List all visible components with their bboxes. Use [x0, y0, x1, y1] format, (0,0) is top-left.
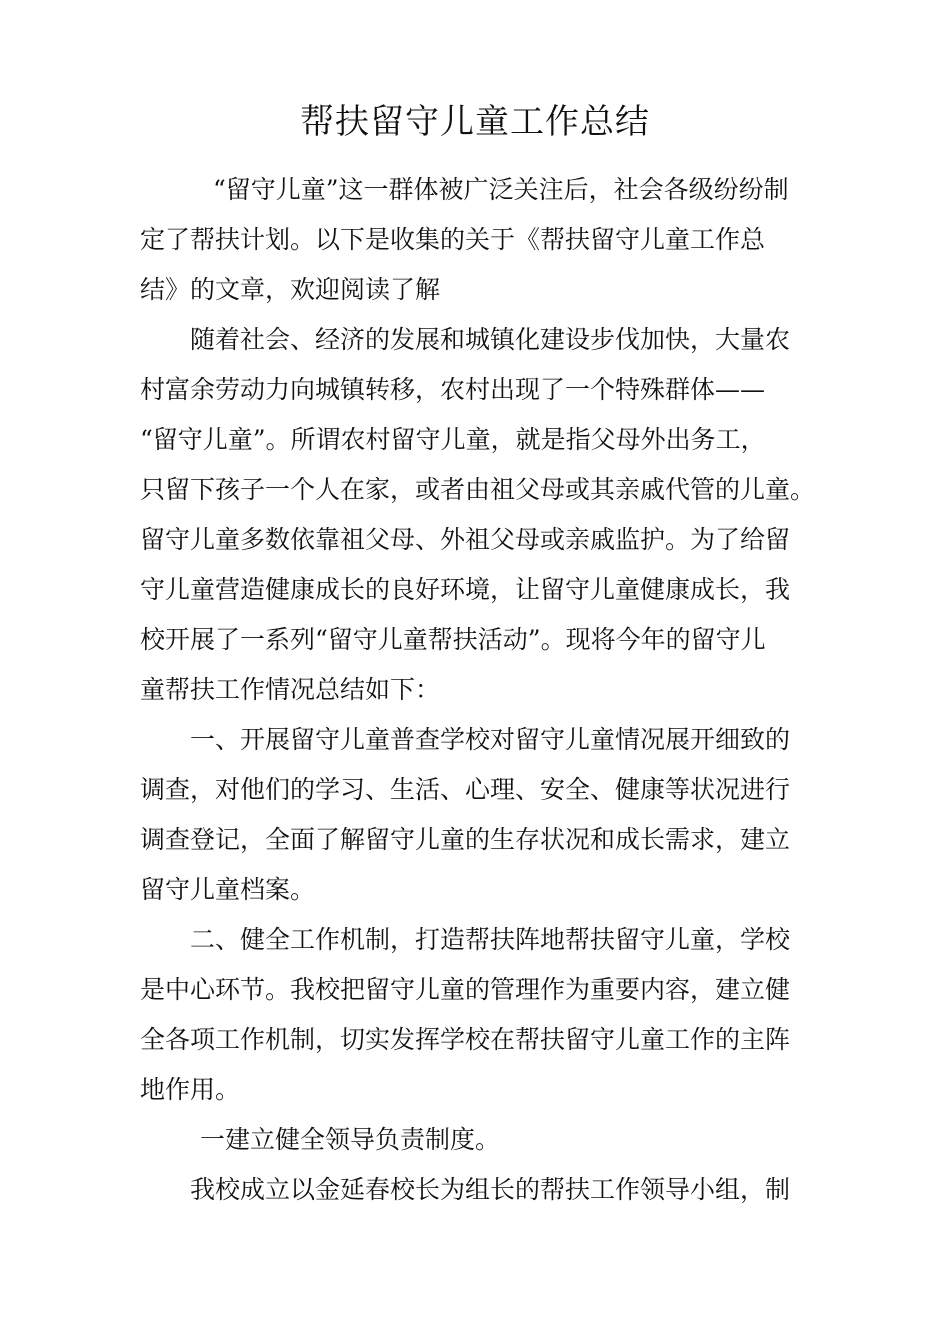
text-line: 全各项工作机制，切实发挥学校在帮扶留守儿童工作的主阵 — [140, 1025, 791, 1054]
text-line: 只留下孩子一个人在家，或者由祖父母或其亲戚代管的儿童。 — [140, 475, 816, 504]
text-line: 我校成立以金延春校长为组长的帮扶工作领导小组，制 — [165, 1175, 791, 1204]
text-line: 是中心环节。我校把留守儿童的管理作为重要内容，建立健 — [140, 975, 791, 1004]
text-line: 一、开展留守儿童普查学校对留守儿童情况展开细致的 — [165, 725, 791, 754]
text-line: “留守儿童”这一群体被广泛关注后，社会各级纷纷制 — [188, 175, 789, 204]
text-line: 守儿童营造健康成长的良好环境，让留守儿童健康成长，我 — [140, 575, 791, 604]
text-line: 结》的文章，欢迎阅读了解 — [140, 275, 441, 304]
text-line: “留守儿童”。所谓农村留守儿童，就是指父母外出务工， — [140, 425, 766, 454]
text-line: 留守儿童档案。 — [140, 875, 316, 904]
text-line: 地作用。 — [140, 1075, 241, 1104]
text-line: 定了帮扶计划。以下是收集的关于《帮扶留守儿童工作总 — [140, 225, 766, 254]
text-line: 校开展了一系列“留守儿童帮扶活动”。现将今年的留守儿 — [140, 625, 766, 654]
text-line: 二、健全工作机制，打造帮扶阵地帮扶留守儿童，学校 — [165, 925, 791, 954]
text-line: 调查登记，全面了解留守儿童的生存状况和成长需求，建立 — [140, 825, 791, 854]
text-line: 村富余劳动力向城镇转移，农村出现了一个特殊群体—— — [140, 375, 766, 404]
text-line: 调查，对他们的学习、生活、心理、安全、健康等状况进行 — [140, 775, 791, 804]
text-line: 留守儿童多数依靠祖父母、外祖父母或亲戚监护。为了给留 — [140, 525, 791, 554]
text-line: 童帮扶工作情况总结如下： — [140, 675, 441, 704]
text-line: 一建立健全领导负责制度。 — [175, 1125, 501, 1154]
text-line: 随着社会、经济的发展和城镇化建设步伐加快，大量农 — [165, 325, 791, 354]
document-title: 帮扶留守儿童工作总结 — [300, 102, 650, 142]
